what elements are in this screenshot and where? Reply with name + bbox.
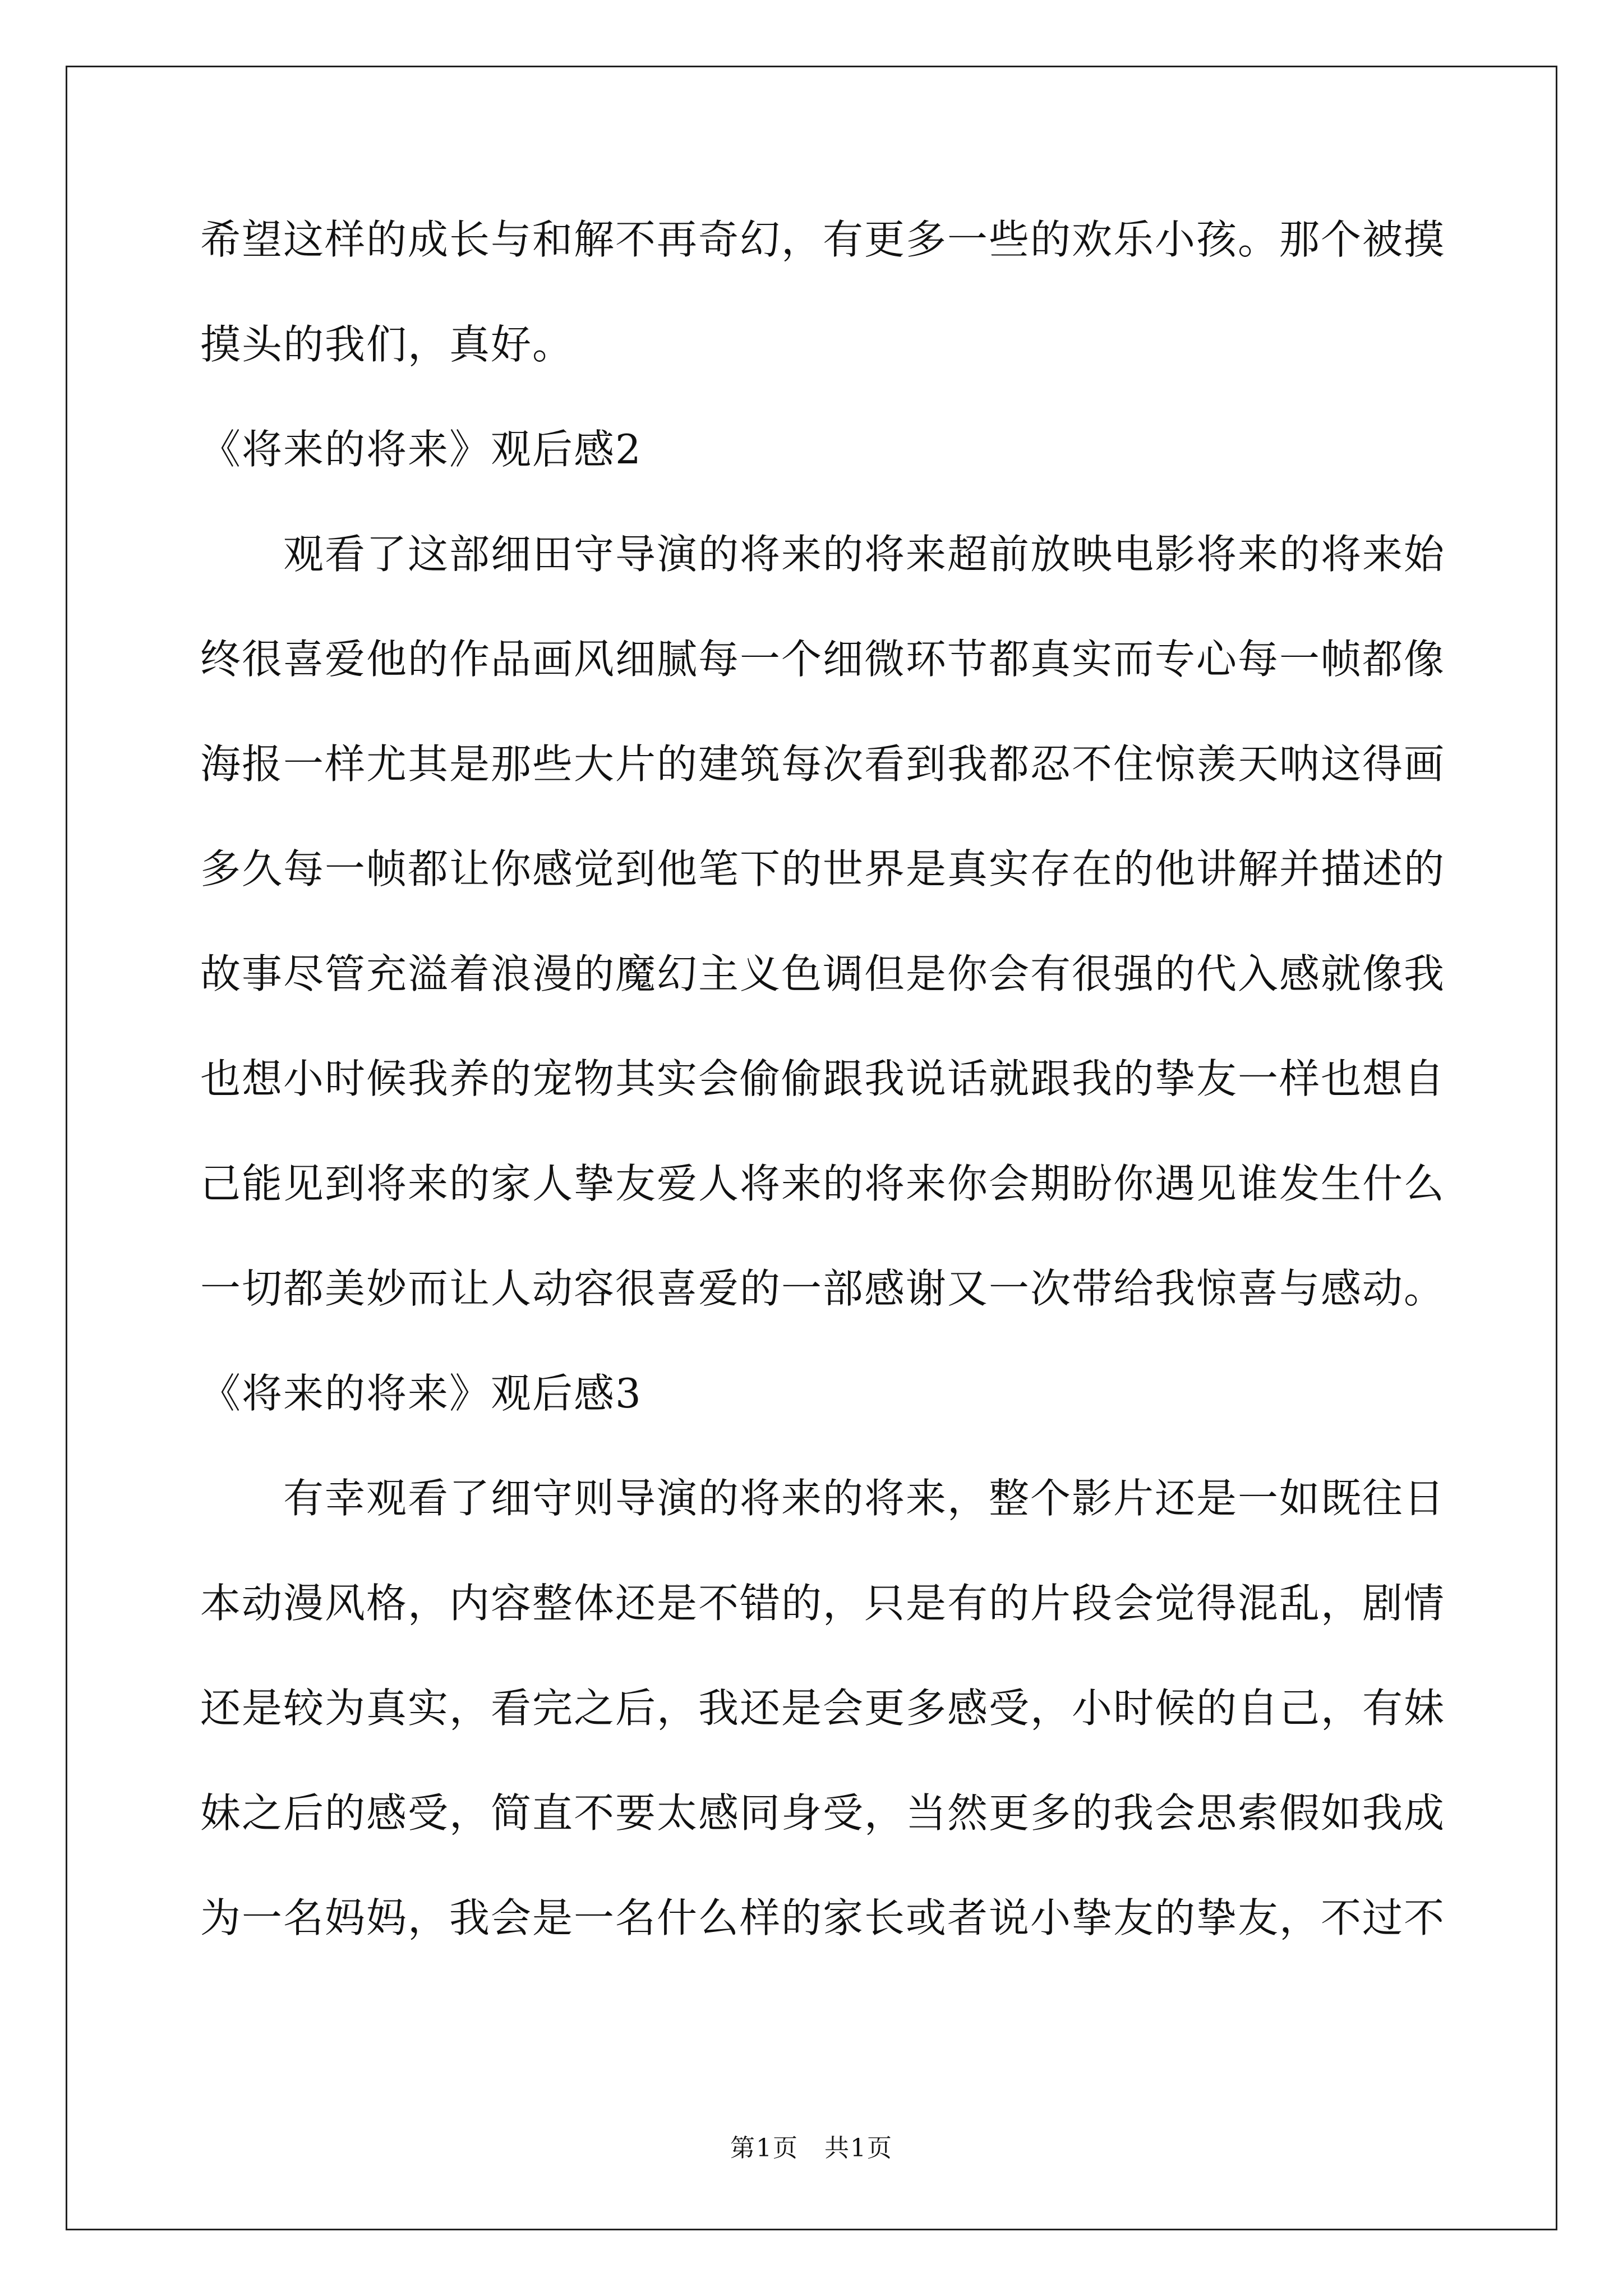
text-line: 希望这样的成长与和解不再奇幻，有更多一些的欢乐小孩。那个被摸 xyxy=(200,216,1446,263)
text-line: 有幸观看了细守则导演的将来的将来，整个影片还是一如既往日 xyxy=(200,1475,1446,1522)
text-line: 也想小时候我养的宠物其实会偷偷跟我说话就跟我的挚友一样也想自 xyxy=(200,1055,1446,1102)
text-line: 多久每一帧都让你感觉到他笔下的世界是真实存在的他讲解并描述的 xyxy=(200,845,1446,892)
section-heading: 《将来的将来》观后感3 xyxy=(200,1370,642,1417)
text-line: 海报一样尤其是那些大片的建筑每次看到我都忍不住惊羡天呐这得画 xyxy=(200,740,1446,788)
text-line: 本动漫风格，内容整体还是不错的，只是有的片段会觉得混乱，剧情 xyxy=(200,1580,1446,1627)
text-line: 妹之后的感受，简直不要太感同身受，当然更多的我会思索假如我成 xyxy=(200,1789,1446,1837)
text-line: 一切都美妙而让人动容很喜爱的一部感谢又一次带给我惊喜与感动。 xyxy=(200,1265,1446,1312)
page-footer: 第1页 共1页 xyxy=(730,2134,893,2162)
section-heading: 《将来的将来》观后感2 xyxy=(200,426,642,473)
text-line: 己能见到将来的家人挚友爱人将来的将来你会期盼你遇见谁发生什么 xyxy=(200,1160,1446,1207)
text-line: 故事尽管充溢着浪漫的魔幻主义色调但是你会有很强的代入感就像我 xyxy=(200,950,1446,997)
text-line: 还是较为真实，看完之后，我还是会更多感受，小时候的自己，有妹 xyxy=(200,1685,1446,1732)
text-line: 终很喜爱他的作品画风细腻每一个细微环节都真实而专心每一帧都像 xyxy=(200,636,1446,683)
text-line: 摸头的我们，真好。 xyxy=(200,321,574,368)
text-line: 为一名妈妈，我会是一名什么样的家长或者说小挚友的挚友，不过不 xyxy=(200,1894,1446,1941)
text-line: 观看了这部细田守导演的将来的将来超前放映电影将来的将来始 xyxy=(200,531,1446,578)
